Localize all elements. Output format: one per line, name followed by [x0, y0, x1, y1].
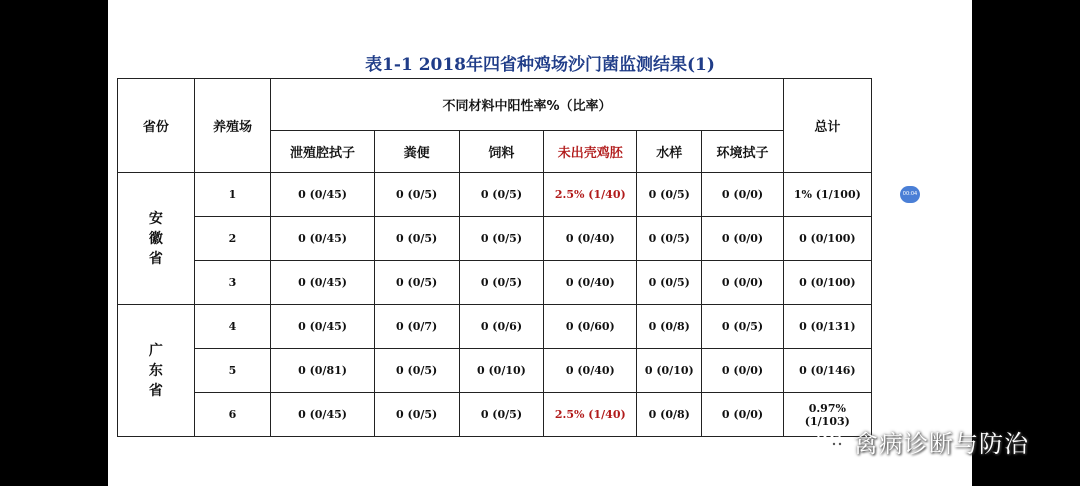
- value-cell: 0 (0/0): [702, 349, 783, 393]
- results-table: [117, 78, 872, 437]
- value-cell: 0 (0/5): [374, 173, 459, 217]
- value-cell: 0 (0/5): [702, 305, 783, 349]
- value-cell: 0 (0/5): [637, 217, 702, 261]
- value-cell: 0 (0/10): [459, 349, 544, 393]
- header-group: 不同材料中阳性率%（比率）: [271, 79, 783, 131]
- value-cell: 0 (0/45): [271, 305, 374, 349]
- total-cell: 0 (0/100): [783, 261, 871, 305]
- total-cell: 0 (0/131): [783, 305, 871, 349]
- province-cell: [118, 173, 195, 305]
- value-cell: 0 (0/45): [271, 261, 374, 305]
- value-cell: 0 (0/0): [702, 261, 783, 305]
- farm-cell: 2: [194, 217, 271, 261]
- value-cell: 0 (0/0): [702, 393, 783, 437]
- value-cell: 0 (0/0): [702, 173, 783, 217]
- value-cell: 0 (0/40): [544, 261, 637, 305]
- value-cell: 0 (0/5): [459, 173, 544, 217]
- total-cell: 0 (0/100): [783, 217, 871, 261]
- province-cell: [118, 305, 195, 437]
- value-cell: 0 (0/5): [374, 349, 459, 393]
- farm-cell: 3: [194, 261, 271, 305]
- total-cell: 1% (1/100): [783, 173, 871, 217]
- value-cell: 0 (0/5): [459, 217, 544, 261]
- total-cell: 0.97% (1/103): [783, 393, 871, 437]
- value-cell: 0 (0/5): [459, 261, 544, 305]
- value-cell: 0 (0/60): [544, 305, 637, 349]
- value-cell: 0 (0/5): [374, 261, 459, 305]
- header-province: 省份: [118, 79, 195, 173]
- header-material: 饲料: [459, 131, 544, 173]
- header-material: 泄殖腔拭子: [271, 131, 374, 173]
- farm-cell: 5: [194, 349, 271, 393]
- value-cell: 0 (0/5): [374, 217, 459, 261]
- value-cell-highlight: 2.5% (1/40): [544, 173, 637, 217]
- value-cell: 0 (0/6): [459, 305, 544, 349]
- table-row: [118, 217, 872, 261]
- province-name: 安徽省: [148, 210, 163, 267]
- value-cell: 0 (0/40): [544, 349, 637, 393]
- watermark-text: 禽病诊断与防治: [854, 430, 1029, 458]
- value-cell: 0 (0/45): [271, 393, 374, 437]
- value-cell: 0 (0/5): [374, 393, 459, 437]
- header-material: 粪便: [374, 131, 459, 173]
- value-cell: 0 (0/45): [271, 173, 374, 217]
- value-cell: 0 (0/5): [459, 393, 544, 437]
- value-cell: 0 (0/5): [637, 261, 702, 305]
- table-title: 表1-1 2018年四省种鸡场沙门菌监测结果(1): [365, 55, 715, 75]
- value-cell: 0 (0/45): [271, 217, 374, 261]
- table-row: [118, 393, 872, 437]
- value-cell-highlight: 2.5% (1/40): [544, 393, 637, 437]
- farm-cell: 1: [194, 173, 271, 217]
- value-cell: 0 (0/10): [637, 349, 702, 393]
- value-cell: 0 (0/81): [271, 349, 374, 393]
- header-material: 环境拭子: [702, 131, 783, 173]
- table-row: [118, 305, 872, 349]
- province-name: 广东省: [148, 342, 163, 399]
- wechat-icon: [816, 428, 848, 456]
- value-cell: 0 (0/8): [637, 305, 702, 349]
- header-material: 水样: [637, 131, 702, 173]
- header-farm: 养殖场: [194, 79, 271, 173]
- farm-cell: 6: [194, 393, 271, 437]
- timestamp-badge[interactable]: 00:04: [900, 186, 920, 203]
- header-total: 总计: [783, 79, 871, 173]
- value-cell: 0 (0/40): [544, 217, 637, 261]
- value-cell: 0 (0/8): [637, 393, 702, 437]
- farm-cell: 4: [194, 305, 271, 349]
- value-cell: 0 (0/5): [637, 173, 702, 217]
- value-cell: 0 (0/7): [374, 305, 459, 349]
- table-row: [118, 173, 872, 217]
- header-material-highlight: 未出壳鸡胚: [544, 131, 637, 173]
- watermark: [816, 424, 1029, 459]
- table-row: [118, 349, 872, 393]
- value-cell: 0 (0/0): [702, 217, 783, 261]
- table-row: [118, 261, 872, 305]
- total-cell: 0 (0/146): [783, 349, 871, 393]
